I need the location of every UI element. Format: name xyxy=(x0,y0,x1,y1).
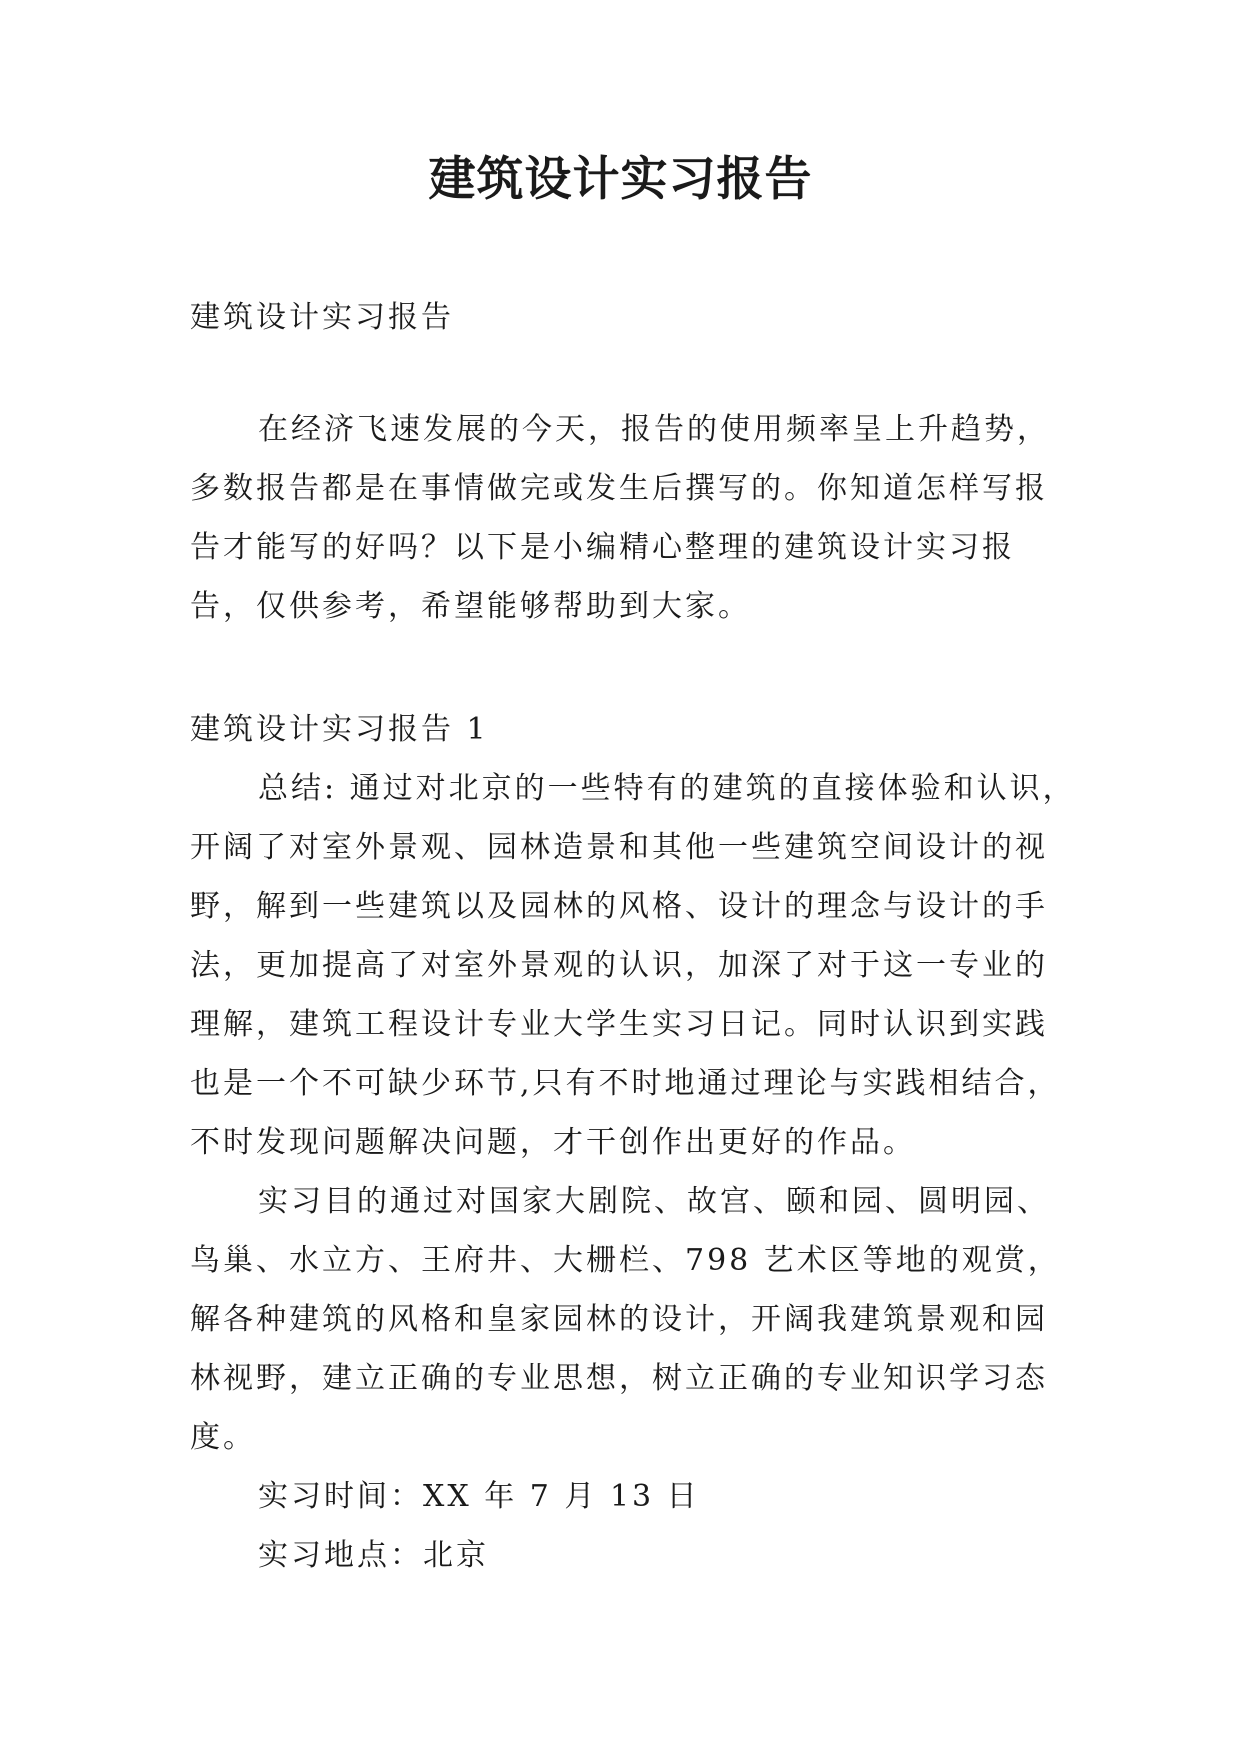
document-title: 建筑设计实习报告 xyxy=(428,152,813,207)
purpose-paragraph: 实习目的通过对国家大剧院、故宫、颐和园、圆明园、鸟巢、水立方、王府井、大栅栏、798 艺术区等地的观赏，解各种建筑的风格和皇家园林的设计，开阔我建筑景观和园林视野，建立正确的专业思想，树立正确的专业知识学习态度。 xyxy=(190,1184,1061,1455)
section-heading: 建筑设计实习报告 1 xyxy=(190,712,489,747)
summary-paragraph: 总结: 通过对北京的一些特有的建筑的直接体验和认识，开阔了对室外景观、园林造景和其他一些建筑空间设计的视野，解到一些建筑以及园林的风格、设计的理念与设计的手法，更加提高了对室外景观的认识，加深了对于这一专业的理解，建筑工程设计专业大学生实习日记。同时认识到实践也是一个不可缺少环节,只有不时地通过理论与实践相结合，不时发现问题解决问题，才干创作出更好的作品。 xyxy=(190,771,1076,1160)
document-subtitle: 建筑设计实习报告 xyxy=(190,300,454,335)
internship-time: 实习时间：XX 年 7 月 13 日 xyxy=(258,1479,700,1514)
intro-paragraph: 在经济飞速发展的今天，报告的使用频率呈上升趋势，多数报告都是在事情做完或发生后撰写的。你知道怎样写报告才能写的好吗？以下是小编精心整理的建筑设计实习报告，仅供参考，希望能够帮助到大家。 xyxy=(190,412,1050,624)
section-1 xyxy=(190,700,1080,1585)
internship-place: 实习地点：北京 xyxy=(258,1538,489,1573)
